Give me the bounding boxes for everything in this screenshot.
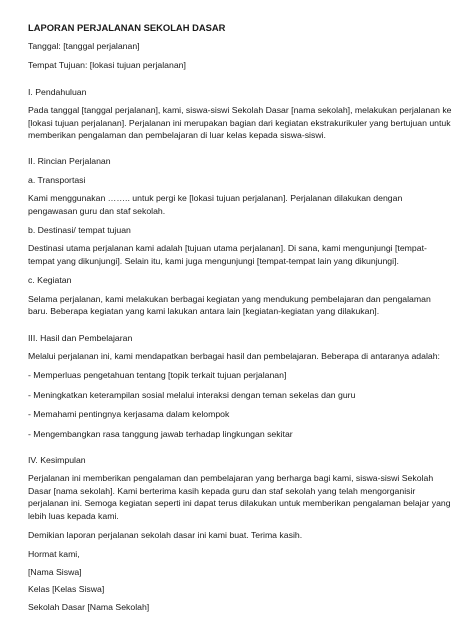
conclusion-heading: IV. Kesimpulan xyxy=(28,454,86,465)
signature-regards: Hormat kami, xyxy=(28,549,80,560)
document-title: LAPORAN PERJALANAN SEKOLAH DASAR xyxy=(28,22,226,33)
results-intro: Melalui perjalanan ini, kami mendapatkan berbagai hasil dan pembelajaran. Beberapa di antaranya adalah: xyxy=(28,350,440,361)
destination-paragraph: Destinasi utama perjalanan kami adalah [tujuan utama perjalanan]. Di sana, kami mengunjungi [tempat-tempat yang dikunjungi]. Selain itu, kami juga mengunjungi [tempat-tempat lain yang dikunjungi]. xyxy=(28,243,427,266)
results-heading: III. Hasil dan Pembelajaran xyxy=(28,332,133,343)
closing-line: Demikian laporan perjalanan sekolah dasar ini kami buat. Terima kasih. xyxy=(28,529,303,540)
results-bullet: - Mengembangkan rasa tanggung jawab terhadap lingkungan sekitar xyxy=(28,428,293,439)
signature-class: Kelas [Kelas Siswa] xyxy=(28,584,105,595)
signature-school: Sekolah Dasar [Nama Sekolah] xyxy=(28,601,150,612)
document-page xyxy=(28,22,452,618)
date-line: Tanggal: [tanggal perjalanan] xyxy=(28,41,140,51)
intro-paragraph: Pada tanggal [tanggal perjalanan], kami, siswa-siswi Sekolah Dasar [nama sekolah], melakukan perjalanan ke [lokasi tujuan perjalanan]. Perjalanan ini merupakan bagian dari kegiatan ekstrakurikuler yang bertujuan untuk memberikan pengalaman dan pembelajaran di luar kelas kepada siswa-siswi. xyxy=(28,105,452,141)
results-bullet: - Memperluas pengetahuan tentang [topik terkait tujuan perjalanan] xyxy=(28,370,287,381)
signature-name: [Nama Siswa] xyxy=(28,566,82,577)
details-heading: II. Rincian Perjalanan xyxy=(28,156,111,167)
intro-heading: I. Pendahuluan xyxy=(28,86,87,97)
activity-subheading: c. Kegiatan xyxy=(28,275,72,286)
destination-subheading: b. Destinasi/ tempat tujuan xyxy=(28,225,131,236)
signature-block xyxy=(28,548,452,613)
conclusion-paragraph: Perjalanan ini memberikan pengalaman dan pembelajaran yang berharga bagi kami, siswa-siswi Sekolah Dasar [nama sekolah]. Kami berterima kasih kepada guru dan staf sekolah yang telah mengorganisir perjalanan ini. Semoga kegiatan seperti ini dapat terus dilakukan untuk memberikan pengalaman belajar yang lebih luas kepada kami. xyxy=(28,473,451,521)
results-bullet: - Memahami pentingnya kerjasama dalam kelompok xyxy=(28,409,230,420)
transport-subheading: a. Transportasi xyxy=(28,174,86,185)
activity-paragraph: Selama perjalanan, kami melakukan berbagai kegiatan yang mendukung pembelajaran dan pengalaman baru. Beberapa kegiatan yang kami lakukan antara lain [kegiatan-kegiatan yang dilakukan]. xyxy=(28,293,431,317)
place-line: Tempat Tujuan: [lokasi tujuan perjalanan] xyxy=(28,60,186,71)
results-bullet: - Meningkatkan keterampilan sosial melalui interaksi dengan teman sekelas dan guru xyxy=(28,389,356,400)
transport-paragraph: Kami menggunakan …….. untuk pergi ke [lokasi tujuan perjalanan]. Perjalanan dilakukan dengan pengawasan guru dan staf sekolah. xyxy=(28,193,403,216)
